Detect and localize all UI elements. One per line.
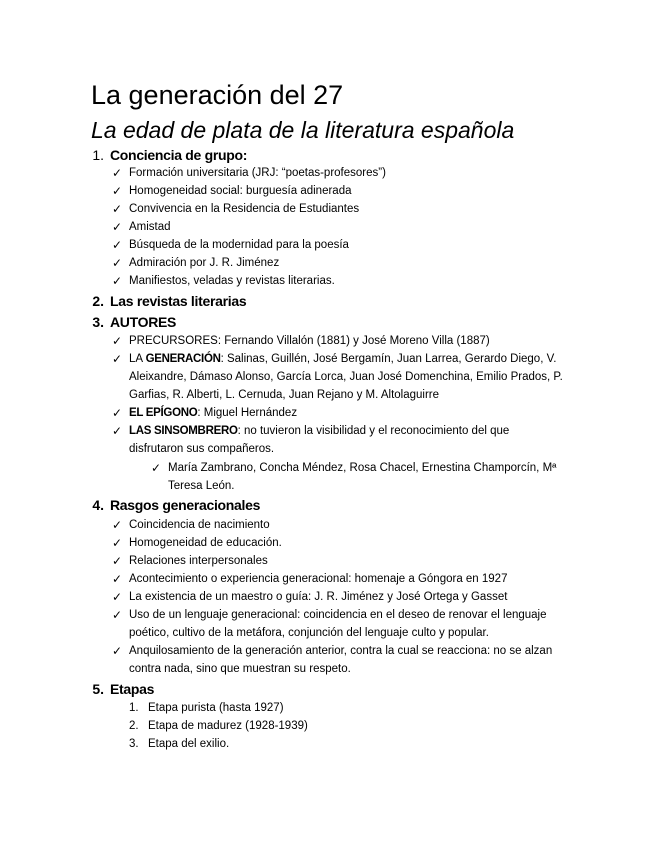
list-item: Amistad <box>129 221 171 233</box>
numbered-item: Etapa del exilio. <box>148 738 230 750</box>
check-icon: ✓ <box>112 352 123 366</box>
generacion-text: : Salinas, Guillén, José Bergamín, Juan Larrea, Gerardo Diego, V. <box>220 353 557 365</box>
list-item-generacion-cont: Aleixandre, Dámaso Alonso, García Lorca, Juan José Domenchina, Emilio Prados, P. <box>129 371 563 383</box>
check-icon: ✓ <box>112 518 123 532</box>
check-icon: ✓ <box>112 274 123 288</box>
check-icon: ✓ <box>112 406 123 420</box>
list-item-sinsombrero-cont: disfrutaron sus compañeros. <box>129 443 275 455</box>
sinsombrero-text: : no tuvieron la visibilidad y el reconocimiento del que <box>237 425 510 437</box>
check-icon: ✓ <box>112 334 123 348</box>
check-icon: ✓ <box>112 644 123 658</box>
list-item: La existencia de un maestro o guía: J. R. Jiménez y José Ortega y Gasset <box>129 591 508 603</box>
list-item-generacion <box>129 350 569 368</box>
check-icon: ✓ <box>112 256 123 270</box>
check-icon: ✓ <box>112 554 123 568</box>
check-icon: ✓ <box>112 166 123 180</box>
check-icon: ✓ <box>112 424 123 438</box>
page-subtitle: La edad de plata de la literatura española <box>91 117 515 143</box>
list-item: Homogeneidad social: burguesía adinerada <box>129 185 352 197</box>
section-2-number: 2. <box>92 293 104 309</box>
list-item-precursores: PRECURSORES: Fernando Villalón (1881) y José Moreno Villa (1887) <box>129 335 490 347</box>
list-item: Formación universitaria (JRJ: “poetas-profesores”) <box>129 167 386 179</box>
section-5-number: 5. <box>92 681 104 697</box>
list-item: Búsqueda de la modernidad para la poesía <box>129 239 349 251</box>
list-item: Relaciones interpersonales <box>129 555 268 567</box>
list-item: Acontecimiento o experiencia generacional: homenaje a Góngora en 1927 <box>129 573 508 585</box>
list-item: Convivencia en la Residencia de Estudiantes <box>129 203 360 215</box>
list-item-generacion-cont: Garfias, R. Alberti, L. Cernuda, Juan Rejano y M. Altolaguirre <box>129 389 440 401</box>
section-5-heading: Etapas <box>110 681 155 697</box>
section-3-number: 3. <box>92 314 104 330</box>
list-item-cont: contra nada, sino que muestran su respeto. <box>129 663 351 675</box>
epigono-label: EL EPÍGONO <box>129 407 198 419</box>
check-icon: ✓ <box>112 572 123 586</box>
section-4-number: 4. <box>92 497 104 513</box>
generacion-prefix: LA <box>129 353 146 365</box>
numbered-item-number: 3. <box>129 738 139 750</box>
section-1-heading: Conciencia de grupo: <box>110 147 248 163</box>
numbered-item: Etapa purista (hasta 1927) <box>148 702 284 714</box>
epigono-text: : Miguel Hernández <box>197 407 298 419</box>
section-2-heading: Las revistas literarias <box>110 293 247 309</box>
sub-list-item: María Zambrano, Concha Méndez, Rosa Chacel, Ernestina Champorcín, Mª <box>168 462 557 474</box>
list-item: Coincidencia de nacimiento <box>129 519 270 531</box>
list-item: Anquilosamiento de la generación anterior, contra la cual se reacciona: no se alzan <box>129 645 553 657</box>
check-icon: ✓ <box>112 184 123 198</box>
sub-list-item-cont: Teresa León. <box>168 480 235 492</box>
numbered-item-number: 2. <box>129 720 139 732</box>
list-item: Admiración por J. R. Jiménez <box>129 257 280 269</box>
section-4-heading: Rasgos generacionales <box>110 497 261 513</box>
list-item: Homogeneidad de educación. <box>129 537 282 549</box>
check-icon: ✓ <box>112 536 123 550</box>
list-item: Manifiestos, veladas y revistas literarias. <box>129 275 335 287</box>
list-item-epigono <box>129 404 569 422</box>
check-icon: ✓ <box>112 590 123 604</box>
check-icon: ✓ <box>151 461 162 475</box>
section-3-heading: AUTORES <box>110 314 177 330</box>
section-1-number: 1. <box>92 147 104 163</box>
list-item-sinsombrero <box>129 422 569 440</box>
page-title: La generación del 27 <box>91 80 344 110</box>
check-icon: ✓ <box>112 202 123 216</box>
list-item: Uso de un lenguaje generacional: coincidencia en el deseo de renovar el lenguaje <box>129 609 547 621</box>
numbered-item: Etapa de madurez (1928-1939) <box>148 720 308 732</box>
sinsombrero-label: LAS SINSOMBRERO <box>129 425 238 437</box>
check-icon: ✓ <box>112 608 123 622</box>
list-item-cont: poético, cultivo de la metáfora, conjunción del lenguaje culto y popular. <box>129 627 489 639</box>
numbered-item-number: 1. <box>129 702 139 714</box>
check-icon: ✓ <box>112 238 123 252</box>
generacion-label: GENERACIÓN <box>145 353 221 365</box>
check-icon: ✓ <box>112 220 123 234</box>
